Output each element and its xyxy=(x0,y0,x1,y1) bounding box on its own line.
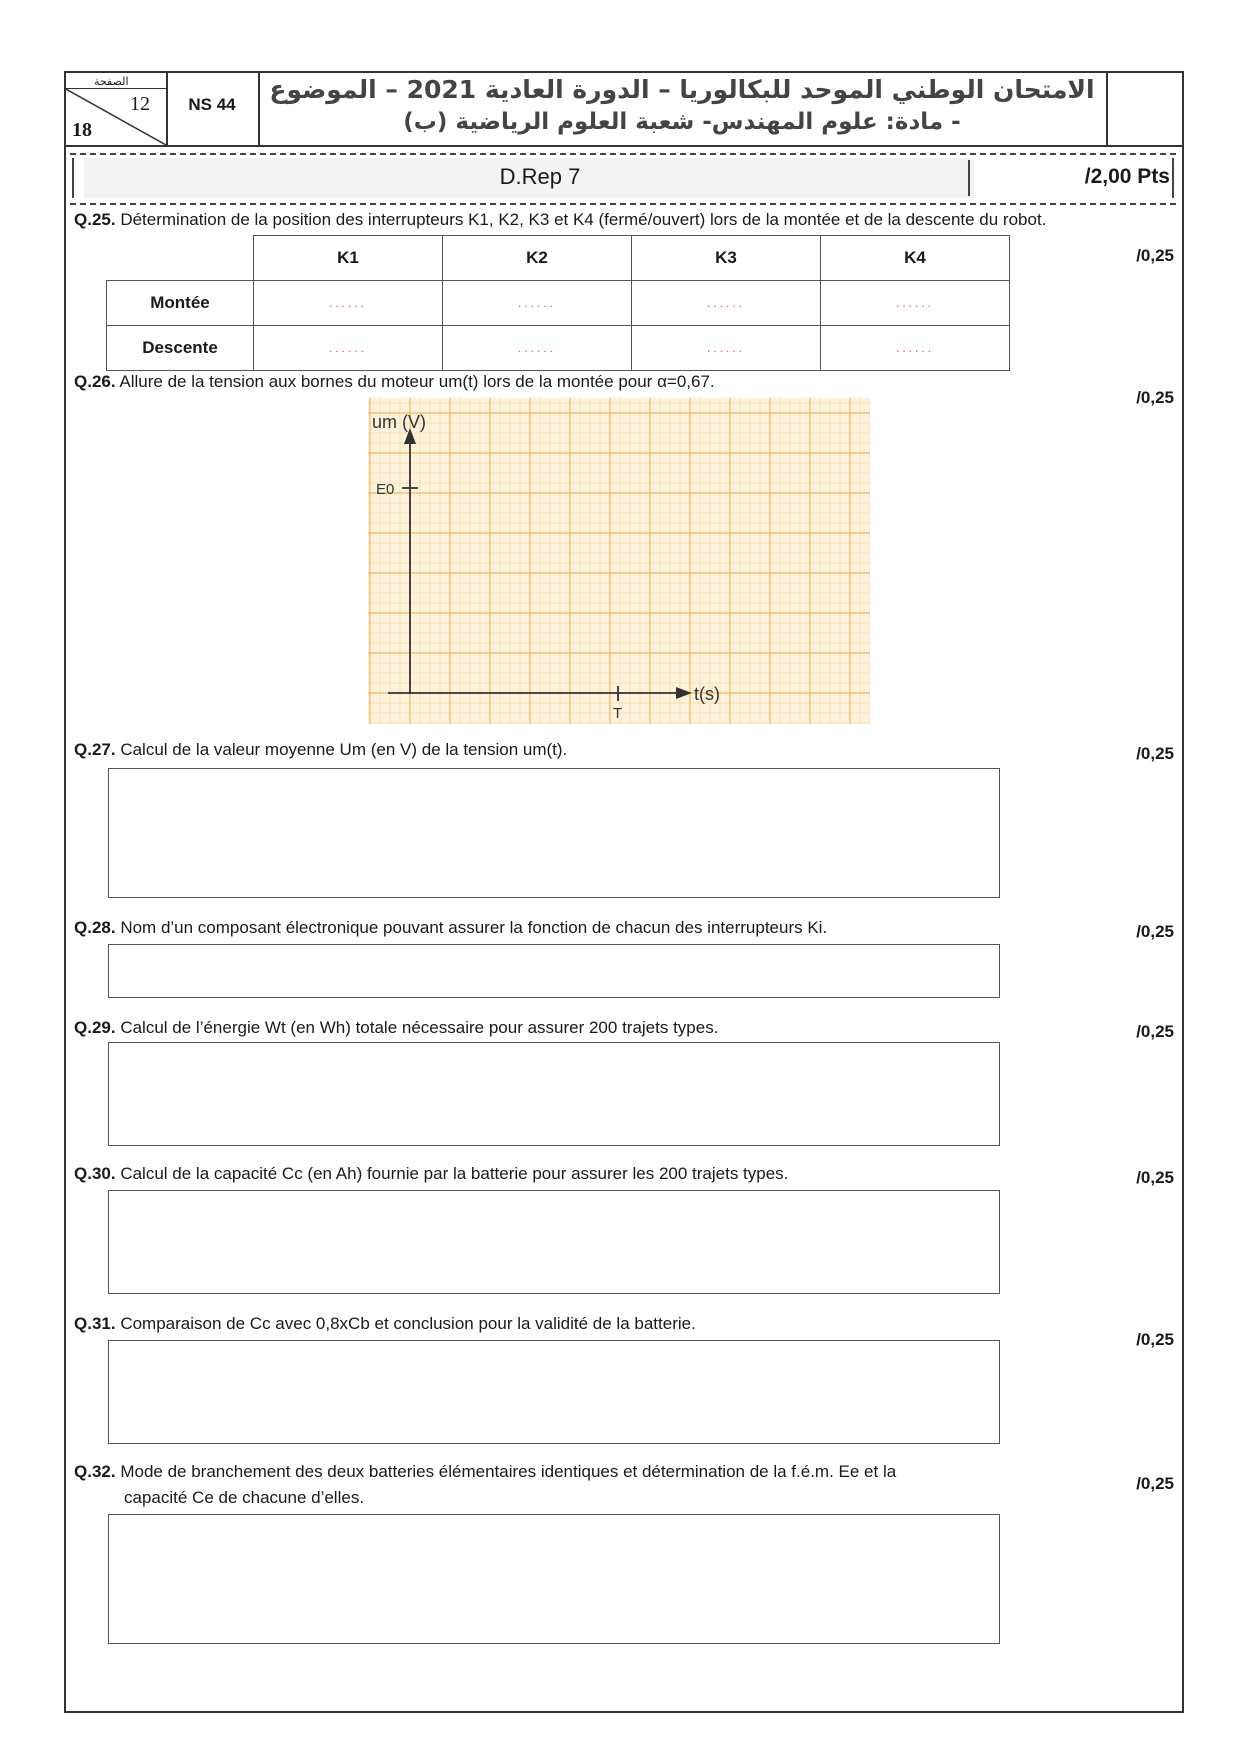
answer-cell[interactable]: ...... xyxy=(254,280,443,325)
question-number: Q.31. xyxy=(74,1314,116,1333)
voltage-graph[interactable] xyxy=(368,398,870,724)
answer-cell[interactable]: ...... xyxy=(632,280,821,325)
exam-title: الامتحان الوطني الموحد للبكالوريا – الدورة العادية 2021 – الموضوع xyxy=(269,75,1095,104)
answer-box-q31[interactable] xyxy=(108,1340,1000,1444)
answer-box-q29[interactable] xyxy=(108,1042,1000,1146)
question-text: Comparaison de Cc avec 0,8xCb et conclusion pour la validité de la batterie. xyxy=(120,1314,696,1333)
question-text: Calcul de la capacité Cc (en Ah) fournie par la batterie pour assurer les 200 trajets types. xyxy=(120,1164,789,1183)
question-text: Détermination de la position des interrupteurs K1, K2, K3 et K4 (fermé/ouvert) lors de la montée et de la descente du robot. xyxy=(120,210,1047,229)
answer-cell[interactable]: ...... xyxy=(821,280,1010,325)
banner-right-edge xyxy=(1172,158,1174,198)
question-25 xyxy=(74,208,1046,232)
exam-subject: - مادة: علوم المهندس- شعبة العلوم الرياضية (ب) xyxy=(403,109,961,135)
score-q30: /0,25 xyxy=(1136,1168,1174,1187)
question-number: Q.29. xyxy=(74,1018,116,1037)
score-q25: /0,25 xyxy=(1136,246,1174,265)
question-30 xyxy=(74,1162,788,1186)
exam-code: NS 44 xyxy=(188,95,236,114)
question-number: Q.32. xyxy=(74,1462,116,1481)
answer-cell[interactable]: ...... xyxy=(821,325,1010,370)
question-text: Calcul de l’énergie Wt (en Wh) totale nécessaire pour assurer 200 trajets types. xyxy=(120,1018,719,1037)
section-points: /2,00 Pts xyxy=(1084,165,1170,188)
row-label: Descente xyxy=(107,325,254,370)
column-header: K3 xyxy=(632,236,821,281)
exam-header xyxy=(64,71,1184,147)
question-number: Q.28. xyxy=(74,918,116,937)
x-tick-label: T xyxy=(613,705,623,722)
score-q29: /0,25 xyxy=(1136,1022,1174,1041)
answer-box-q27[interactable] xyxy=(108,768,1000,898)
table-header-row xyxy=(107,236,1010,281)
page-number: 12 xyxy=(130,93,150,115)
y-tick-label: E0 xyxy=(376,481,395,498)
question-number: Q.30. xyxy=(74,1164,116,1183)
column-header: K1 xyxy=(254,236,443,281)
table-row xyxy=(107,325,1010,370)
switch-state-table xyxy=(106,235,1010,371)
question-number: Q.26. xyxy=(74,372,116,391)
score-q28: /0,25 xyxy=(1136,922,1174,941)
question-text: Nom d’un composant électronique pouvant assurer la fonction de chacun des interrupteurs Ki. xyxy=(120,918,828,937)
question-29 xyxy=(74,1016,718,1040)
row-label: Montée xyxy=(107,280,254,325)
score-q31: /0,25 xyxy=(1136,1330,1174,1349)
question-text: Calcul de la valeur moyenne Um (en V) de la tension um(t). xyxy=(120,740,568,759)
section-title: D.Rep 7 xyxy=(499,164,581,189)
dashed-border-bottom xyxy=(70,203,1176,205)
question-27 xyxy=(74,738,567,762)
question-32-continued: capacité Ce de chacune d’elles. xyxy=(124,1488,365,1507)
graph-paper xyxy=(368,398,870,724)
question-31 xyxy=(74,1312,696,1336)
y-axis-label: um (V) xyxy=(372,412,426,432)
score-q27: /0,25 xyxy=(1136,744,1174,763)
table-corner xyxy=(107,236,254,281)
score-q26: /0,25 xyxy=(1136,388,1174,407)
page-number-cell xyxy=(64,71,168,145)
column-header: K2 xyxy=(443,236,632,281)
total-pages: 18 xyxy=(72,119,92,141)
question-28 xyxy=(74,916,827,940)
answer-cell[interactable]: ...... xyxy=(632,325,821,370)
question-number: Q.25. xyxy=(74,210,116,229)
question-number: Q.27. xyxy=(74,740,116,759)
answer-cell[interactable]: ...... xyxy=(254,325,443,370)
exam-title-cell xyxy=(258,71,1108,145)
answer-box-q32[interactable] xyxy=(108,1514,1000,1644)
exam-code-cell xyxy=(166,71,260,145)
question-26 xyxy=(74,370,715,394)
answer-box-q30[interactable] xyxy=(108,1190,1000,1294)
page-label: الصفحة xyxy=(94,76,129,88)
question-32 xyxy=(74,1460,896,1484)
answer-cell[interactable]: ...... xyxy=(443,325,632,370)
dashed-border-top xyxy=(70,153,1176,155)
column-header: K4 xyxy=(821,236,1010,281)
x-axis-label: t(s) xyxy=(694,684,720,704)
score-q32: /0,25 xyxy=(1136,1474,1174,1493)
answer-box-q28[interactable] xyxy=(108,944,1000,998)
question-text: Allure de la tension aux bornes du moteur um(t) lors de la montée pour α=0,67. xyxy=(119,372,715,391)
table-row xyxy=(107,280,1010,325)
answer-cell[interactable]: ...... xyxy=(443,280,632,325)
question-text: Mode de branchement des deux batteries élémentaires identiques et détermination de la f.é.m. Ee et la xyxy=(120,1462,897,1481)
